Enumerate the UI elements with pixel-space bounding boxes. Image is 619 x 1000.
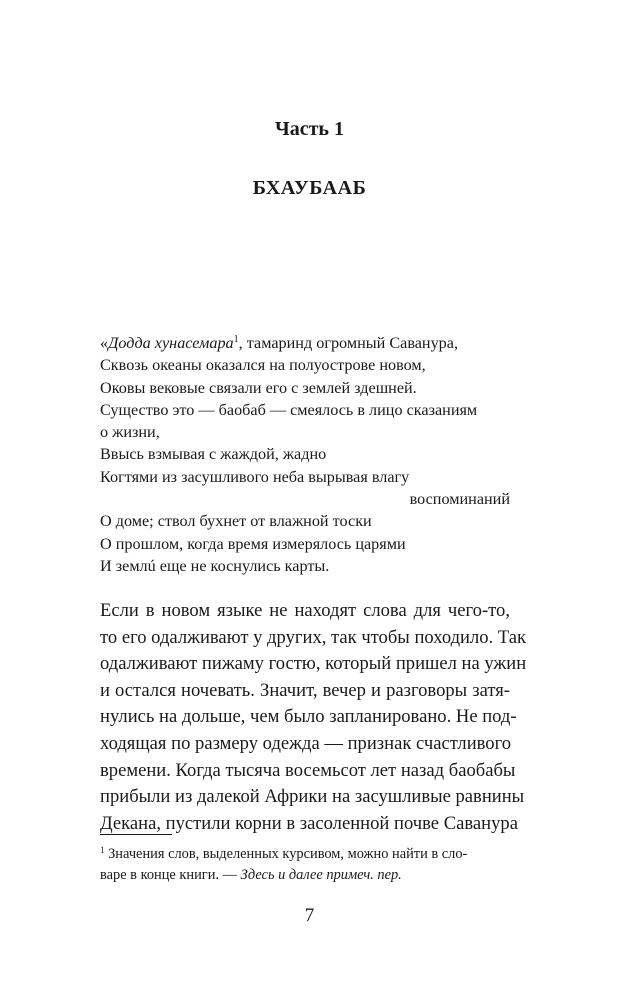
poem-italic-term: Додда хунасемара [108,334,234,352]
footnote-line-1 [100,844,510,865]
poem-line: о жизни, [100,423,160,442]
paragraph-line: Если в новом языке не находят слова для чего-то, [100,600,510,621]
footnote [100,844,510,886]
poem-line: Оковы вековые связали его с землей здешней. [100,378,417,397]
footnote-number: 1 [100,845,105,855]
poem-open-quote: « [100,334,109,352]
paragraph-line: Декана, пустили корни в засоленной почве Саванура [100,812,518,834]
footnote-italic: Здесь и далее примеч. пер. [240,867,402,883]
part-title: Часть 1 [275,118,344,140]
poem-line: Когтями из засушливого неба вырывая влагу [100,467,410,486]
paragraph-line: времени. Когда тысяча восемьсот лет назад баобабы [100,759,516,781]
footnote-marker: 1 [233,334,239,345]
poem-line: Ввысь взмывая с жаждой, жадно [100,445,327,464]
paragraph-line: одалживают пижаму гостю, который пришел на ужин [100,653,527,675]
epigraph-poem [100,332,510,577]
footnote-divider [100,834,172,835]
poem-line: И землú еще не коснулись карты. [100,556,330,575]
paragraph-line: ходящая по размеру одежда — признак счастливого [100,732,512,754]
body-paragraph [100,598,527,837]
poem-line: Сквозь океаны оказался на полуострове новом, [100,356,426,375]
poem-line-1 [100,332,510,354]
paragraph-line: прибыли из далекой Африки на засушливые равнины [100,786,525,808]
poem-line-right: воспоминаний [409,490,510,509]
paragraph-line: и остался ночевать. Значит, вечер и разговоры затя- [100,679,510,701]
poem-line: Существо это — баобаб — смеялось в лицо сказаниям [100,400,478,419]
footnote-line-2 [100,865,510,886]
poem-line: О доме; ствол бухнет от влажной тоски [100,512,372,531]
poem-line-1-rest: , тамаринд огромный Саванура, [238,334,459,352]
page-number: 7 [304,905,315,926]
paragraph-line: нулись на дольше, чем было запланировано. Не под- [100,706,517,728]
footnote-text: варе в конце книги. — [100,867,241,883]
poem-line: О прошлом, когда время измерялось царями [100,534,406,553]
paragraph-line: то его одалживают у других, так чтобы походило. Так [100,626,527,648]
footnote-text: Значения слов, выделенных курсивом, можно найти в сло- [104,846,468,862]
chapter-title: БХАУБААБ [252,177,367,199]
